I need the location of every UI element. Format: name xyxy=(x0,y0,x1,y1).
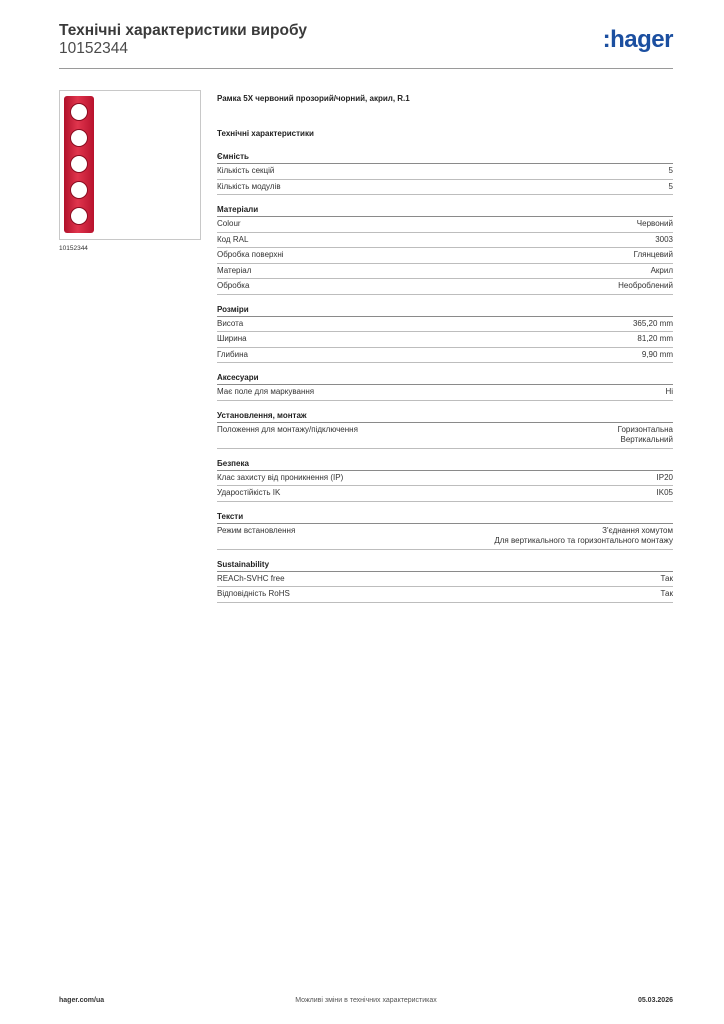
spec-value-line: Необроблений xyxy=(618,281,673,290)
spec-value-line: З'єднання хомутом xyxy=(602,525,673,535)
spec-label: Обробка поверхні xyxy=(217,250,284,259)
spec-value xyxy=(618,281,673,292)
spec-label: Ширина xyxy=(217,334,247,343)
spec-row xyxy=(217,248,673,264)
spec-value xyxy=(665,387,673,398)
spec-value xyxy=(657,473,673,484)
product-code: 10152344 xyxy=(59,40,128,57)
spec-row xyxy=(217,332,673,348)
section-title: Ємність xyxy=(217,152,673,164)
spec-value xyxy=(651,266,673,277)
page-header xyxy=(59,20,673,70)
spec-content xyxy=(217,94,673,613)
product-image xyxy=(59,90,201,240)
spec-label: Кількість секцій xyxy=(217,166,275,175)
spec-label: Глибина xyxy=(217,349,248,359)
header-divider xyxy=(59,68,673,69)
spec-row xyxy=(217,471,673,487)
section-title: Тексти xyxy=(217,512,673,524)
spec-value xyxy=(657,488,673,499)
image-caption: 10152344 xyxy=(59,245,88,252)
document-title: Технічні характеристики виробу xyxy=(59,22,307,39)
spec-value-line: Вертикальний xyxy=(620,435,673,444)
spec-row xyxy=(217,348,673,364)
spec-label: Ударостійкість IK xyxy=(217,488,281,497)
spec-row xyxy=(217,572,673,588)
spec-section xyxy=(217,512,673,550)
spec-value xyxy=(634,250,673,261)
spec-label: Має поле для маркування xyxy=(217,387,315,396)
frame-opening xyxy=(70,103,88,121)
spec-value xyxy=(637,219,673,230)
hager-logo: :hager xyxy=(602,26,673,53)
spec-value xyxy=(637,334,673,345)
spec-value-line: IP20 xyxy=(656,472,673,482)
spec-value-line: Так xyxy=(660,573,673,583)
spec-label: Режим встановлення xyxy=(217,525,296,535)
spec-row xyxy=(217,423,673,449)
frame-5x-image xyxy=(64,96,94,233)
section-title: Аксесуари xyxy=(217,373,673,385)
spec-value xyxy=(669,182,673,193)
spec-value xyxy=(661,589,673,600)
spec-sections xyxy=(217,152,673,603)
spec-section xyxy=(217,459,673,502)
spec-label: Висота xyxy=(217,318,244,328)
spec-label: Матеріал xyxy=(217,265,252,275)
footer-date: 05.03.2026 xyxy=(637,997,673,1004)
spec-label: Відповідність RoHS xyxy=(217,589,290,598)
section-title: Sustainability xyxy=(217,560,673,572)
spec-row xyxy=(217,486,673,502)
spec-value-line: IK05 xyxy=(656,488,673,497)
spec-row xyxy=(217,233,673,249)
spec-value xyxy=(642,350,673,361)
spec-row xyxy=(217,317,673,333)
spec-value-line: 5 xyxy=(668,181,673,191)
spec-value-line: 5 xyxy=(668,166,673,175)
spec-value-line: Для вертикального та горизонтального монтажу xyxy=(494,536,673,545)
spec-value xyxy=(494,526,673,547)
spec-row xyxy=(217,385,673,401)
frame-opening xyxy=(70,155,88,173)
spec-row xyxy=(217,264,673,280)
spec-value-line: Акрил xyxy=(650,265,673,275)
section-title: Матеріали xyxy=(217,205,673,217)
section-title: Безпека xyxy=(217,459,673,471)
spec-value xyxy=(661,574,673,585)
spec-label: REACh-SVHC free xyxy=(217,573,285,583)
footer-disclaimer: Можливі зміни в технічних характеристиках xyxy=(295,997,437,1004)
spec-label: Кількість модулів xyxy=(217,181,281,191)
footer-website: hager.com/ua xyxy=(59,997,105,1004)
frame-opening xyxy=(70,181,88,199)
spec-label: Клас захисту від проникнення (IP) xyxy=(217,472,344,482)
spec-section xyxy=(217,560,673,603)
spec-section xyxy=(217,373,673,401)
spec-section xyxy=(217,305,673,364)
spec-row xyxy=(217,279,673,295)
spec-value-line: 9,90 mm xyxy=(641,349,673,359)
spec-row xyxy=(217,524,673,550)
spec-label: Обробка xyxy=(217,281,250,290)
spec-row xyxy=(217,180,673,196)
section-title: Розміри xyxy=(217,305,673,317)
tech-specs-heading: Технічні характеристики xyxy=(217,129,314,138)
spec-label: Код RAL xyxy=(217,234,249,244)
spec-section xyxy=(217,205,673,295)
spec-value-line: Червоний xyxy=(636,219,673,228)
spec-value-line: Ні xyxy=(665,387,673,396)
spec-label: Colour xyxy=(217,219,241,228)
frame-opening xyxy=(70,129,88,147)
spec-value xyxy=(655,235,673,246)
spec-label: Положення для монтажу/підключення xyxy=(217,424,358,434)
spec-value-line: 81,20 mm xyxy=(637,334,673,343)
spec-value xyxy=(669,166,673,177)
section-title: Установлення, монтаж xyxy=(217,411,673,423)
spec-value-line: Горизонтальна xyxy=(617,424,673,434)
spec-value-line: 365,20 mm xyxy=(632,318,673,328)
spec-row xyxy=(217,587,673,603)
spec-row xyxy=(217,164,673,180)
frame-opening xyxy=(70,207,88,225)
spec-section xyxy=(217,152,673,195)
spec-value-line: Глянцевий xyxy=(633,250,673,259)
spec-value-line: Так xyxy=(660,589,673,598)
product-name: Рамка 5X червоний прозорий/чорний, акрил, R.1 xyxy=(217,94,410,103)
spec-value xyxy=(633,319,673,330)
spec-value xyxy=(618,425,673,446)
spec-value-line: 3003 xyxy=(655,234,673,244)
spec-section xyxy=(217,411,673,449)
spec-row xyxy=(217,217,673,233)
